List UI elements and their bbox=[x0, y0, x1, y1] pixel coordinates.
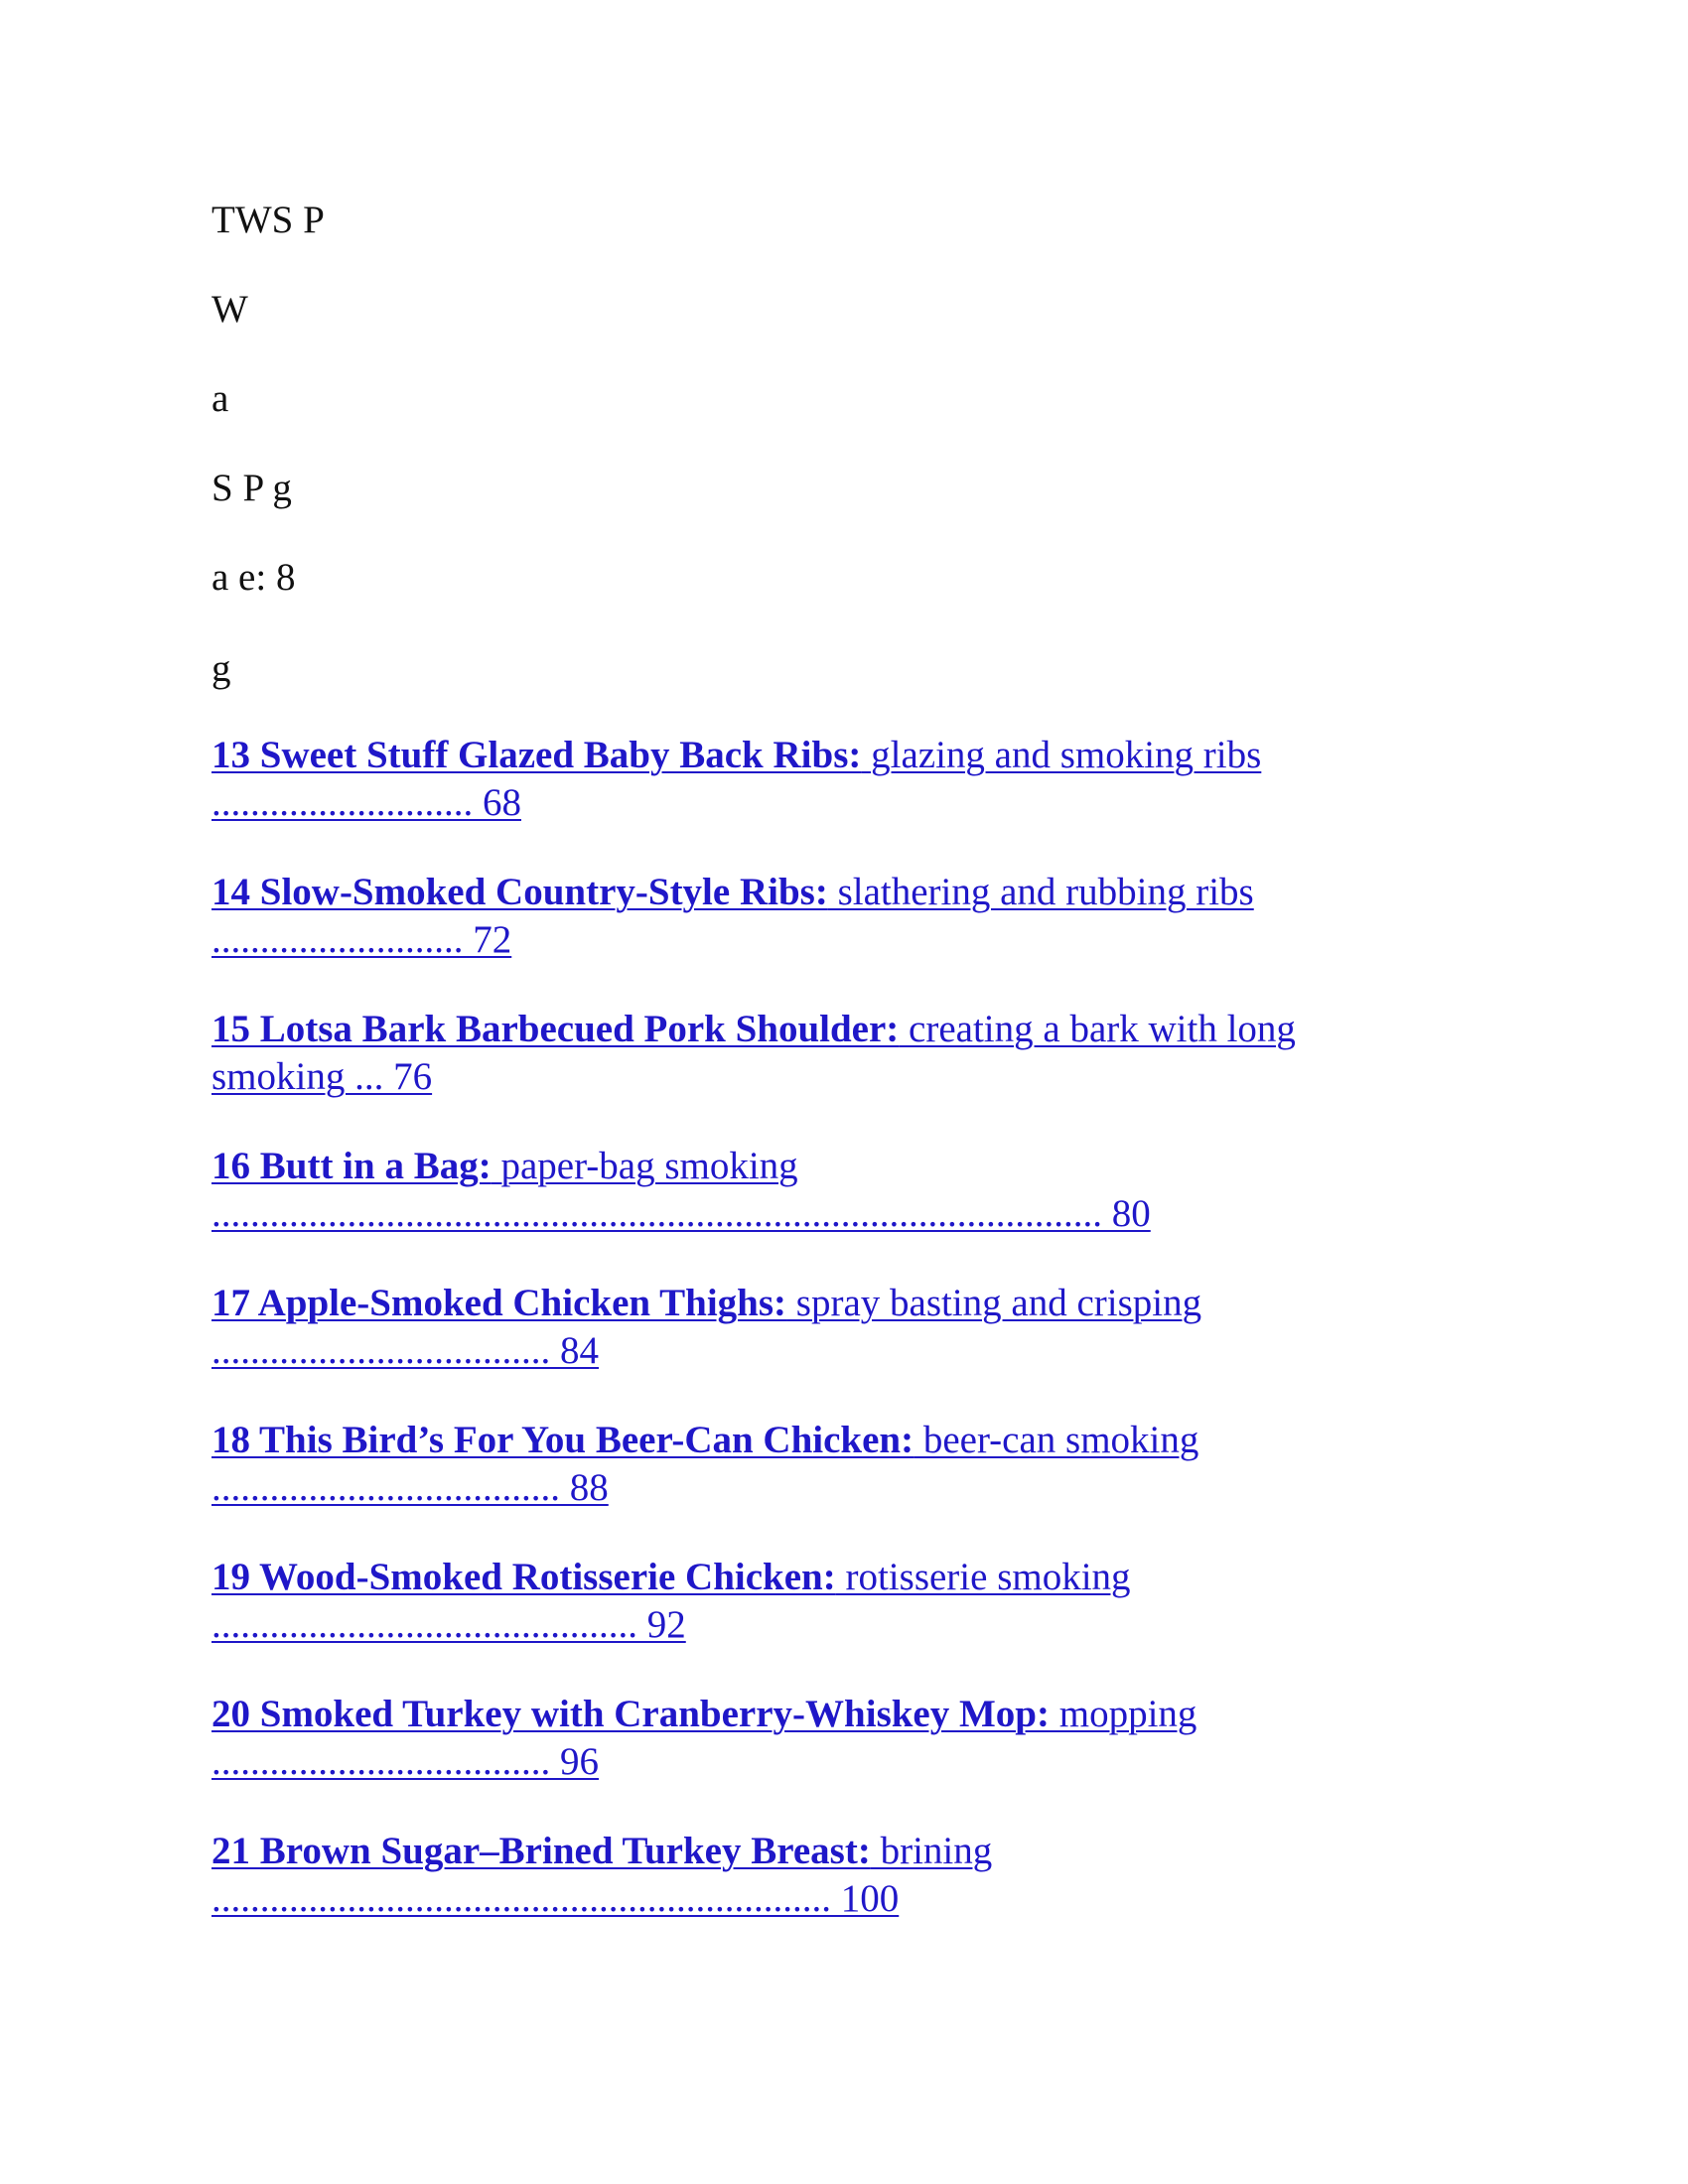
toc-entry-page: ................................................................ 100 bbox=[211, 1877, 900, 1920]
toc-link[interactable] bbox=[211, 1556, 1463, 1649]
toc-entry-page: smoking ... 76 bbox=[211, 1055, 433, 1098]
text-fragment: S P g bbox=[211, 467, 292, 509]
text-fragment: g bbox=[211, 647, 231, 690]
toc-entry bbox=[211, 732, 1463, 827]
toc-entry bbox=[211, 1280, 1463, 1375]
toc-entry-desc: glazing and smoking ribs bbox=[861, 734, 1262, 776]
toc-link[interactable] bbox=[211, 1693, 1463, 1786]
toc-entry bbox=[211, 1143, 1463, 1238]
toc-entry-title: 15 Lotsa Bark Barbecued Pork Shoulder: bbox=[211, 1008, 900, 1050]
toc-entry bbox=[211, 1691, 1463, 1786]
text-fragment: a bbox=[211, 377, 229, 420]
toc-entry-page: .................................... 88 bbox=[211, 1466, 609, 1509]
toc-link[interactable] bbox=[211, 1419, 1463, 1512]
toc-entry-desc: beer-can smoking bbox=[914, 1419, 1199, 1461]
toc-entry-page: ........................... 68 bbox=[211, 781, 521, 824]
toc-entry bbox=[211, 869, 1463, 964]
toc-link[interactable] bbox=[211, 1145, 1463, 1238]
toc-entry-title: 19 Wood-Smoked Rotisserie Chicken: bbox=[211, 1556, 836, 1598]
toc-entry-title: 16 Butt in a Bag: bbox=[211, 1145, 492, 1187]
toc-entry-page: ................................... 84 bbox=[211, 1329, 599, 1372]
toc-entry bbox=[211, 1828, 1463, 1923]
text-fragment: W bbox=[211, 288, 248, 331]
toc-link[interactable] bbox=[211, 734, 1463, 827]
toc-entry-desc: slathering and rubbing ribs bbox=[827, 871, 1254, 913]
toc-entry-title: 21 Brown Sugar–Brined Turkey Breast: bbox=[211, 1830, 871, 1872]
toc-entry-page: ............................................ 92 bbox=[211, 1603, 686, 1646]
toc-entry bbox=[211, 1006, 1463, 1101]
toc-entry-title: 18 This Bird’s For You Beer-Can Chicken: bbox=[211, 1419, 914, 1461]
text-fragment: TWS P bbox=[211, 199, 325, 241]
toc-entry-page: .......................... 72 bbox=[211, 918, 512, 961]
toc-entry-title: 17 Apple-Smoked Chicken Thighs: bbox=[211, 1282, 787, 1324]
toc-entry-desc: mopping bbox=[1049, 1693, 1197, 1735]
toc-link[interactable] bbox=[211, 1830, 1463, 1923]
toc-link[interactable] bbox=[211, 871, 1463, 964]
toc-entry-desc: spray basting and crisping bbox=[786, 1282, 1202, 1324]
toc-entry-desc: brining bbox=[870, 1830, 993, 1872]
toc-entry-desc: paper-bag smoking bbox=[491, 1145, 798, 1187]
toc-entry bbox=[211, 1554, 1463, 1649]
toc-link[interactable] bbox=[211, 1008, 1463, 1101]
toc-link[interactable] bbox=[211, 1282, 1463, 1375]
text-fragment: a e: 8 bbox=[211, 556, 296, 599]
toc-entry-title: 14 Slow-Smoked Country-Style Ribs: bbox=[211, 871, 828, 913]
toc-entry-page: ................................... 96 bbox=[211, 1740, 599, 1783]
toc-entry-title: 13 Sweet Stuff Glazed Baby Back Ribs: bbox=[211, 734, 862, 776]
toc-entry-desc: creating a bark with long bbox=[899, 1008, 1296, 1050]
toc-entry bbox=[211, 1417, 1463, 1512]
toc-entry-page: ............................................................................................ 80 bbox=[211, 1192, 1151, 1235]
toc-entry-desc: rotisserie smoking bbox=[835, 1556, 1131, 1598]
toc-entry-title: 20 Smoked Turkey with Cranberry-Whiskey Mop: bbox=[211, 1693, 1050, 1735]
